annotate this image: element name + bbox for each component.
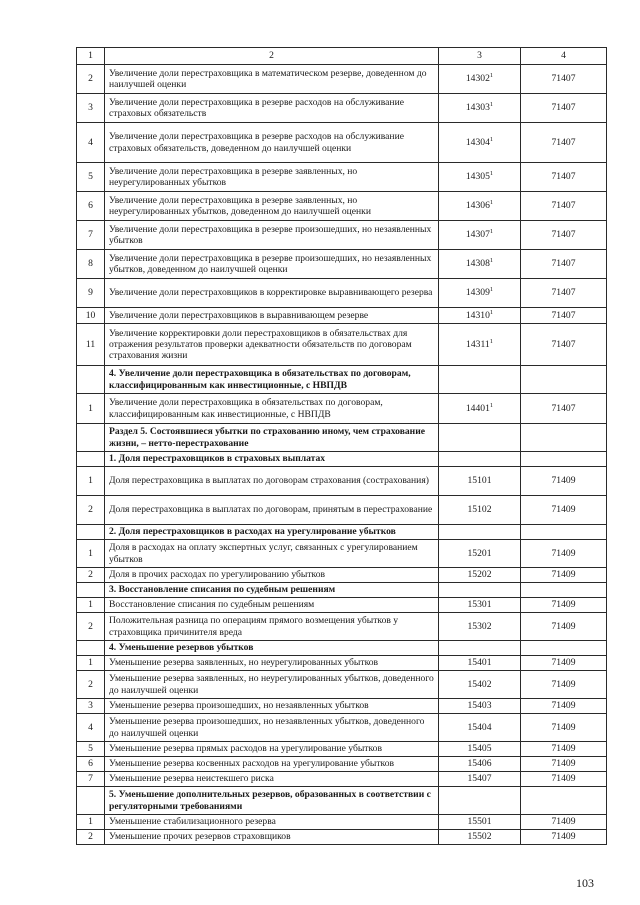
row-account: 71409 xyxy=(521,656,607,671)
row-number: 2 xyxy=(77,830,105,845)
row-number: 3 xyxy=(77,699,105,714)
section-title: 5. Уменьшение дополнительных резервов, образованных в соответствии с регуляторными требованиями xyxy=(105,787,439,815)
row-description: Доля в прочих расходах по урегулированию убытков xyxy=(105,568,439,583)
row-code: 15404 xyxy=(467,721,492,733)
table-row xyxy=(77,757,607,772)
table-row xyxy=(77,250,607,279)
row-number xyxy=(77,452,105,467)
row-number xyxy=(77,787,105,815)
row-code-cell xyxy=(439,656,521,671)
row-code-cell xyxy=(439,324,521,366)
row-code-cell xyxy=(439,65,521,94)
header-col-3: 3 xyxy=(439,48,521,65)
table-row xyxy=(77,656,607,671)
row-code-cell xyxy=(439,613,521,641)
row-description: Уменьшение резерва неистекшего риска xyxy=(105,772,439,787)
row-account: 71409 xyxy=(521,830,607,845)
row-code-cell xyxy=(439,757,521,772)
row-description: Увеличение доли перестраховщика в резерве произошедших, но незаявленных убытков xyxy=(105,221,439,250)
footnote-marker: 1 xyxy=(489,286,494,294)
row-account xyxy=(521,787,607,815)
row-number: 4 xyxy=(77,123,105,163)
table-row xyxy=(77,742,607,757)
row-code: 15401 xyxy=(467,657,492,669)
row-code: 15201 xyxy=(467,547,492,559)
section-heading-row xyxy=(77,583,607,598)
row-number: 1 xyxy=(77,656,105,671)
row-code: 14309 xyxy=(465,287,490,299)
row-account: 71407 xyxy=(521,163,607,192)
section-title: 4. Уменьшение резервов убытков xyxy=(105,641,439,656)
row-account: 71407 xyxy=(521,250,607,279)
table-row xyxy=(77,598,607,613)
row-account xyxy=(521,525,607,540)
footnote-marker: 1 xyxy=(489,199,494,207)
row-number: 4 xyxy=(77,714,105,742)
row-code: 14302 xyxy=(465,73,490,85)
row-code-cell xyxy=(439,279,521,308)
row-account: 71409 xyxy=(521,699,607,714)
row-code-cell xyxy=(439,583,521,598)
row-account: 71409 xyxy=(521,598,607,613)
row-code-cell xyxy=(439,366,521,394)
row-code-cell xyxy=(439,163,521,192)
row-code: 14311 xyxy=(466,338,490,350)
row-code: 14307 xyxy=(465,229,490,241)
row-description: Доля перестраховщика в выплатах по договорам, принятым в перестрахование xyxy=(105,496,439,525)
row-code-cell xyxy=(439,671,521,699)
row-code-cell xyxy=(439,772,521,787)
row-description: Доля в расходах на оплату экспертных услуг, связанных с урегулированием убытков xyxy=(105,540,439,568)
row-code: 14401 xyxy=(465,402,490,414)
row-code-cell xyxy=(439,540,521,568)
row-code-cell xyxy=(439,424,521,452)
row-code: 14308 xyxy=(465,258,490,270)
row-code-cell xyxy=(439,830,521,845)
row-number: 7 xyxy=(77,772,105,787)
row-code-cell xyxy=(439,598,521,613)
row-code: 15202 xyxy=(467,569,492,581)
row-code: 15301 xyxy=(467,599,492,611)
row-number: 2 xyxy=(77,613,105,641)
row-code: 15406 xyxy=(467,758,492,770)
section-title: 3. Восстановление списания по судебным решениям xyxy=(105,583,439,598)
row-code-cell xyxy=(439,123,521,163)
row-description: Положительная разница по операциям прямого возмещения убытков у страховщика причинителя вреда xyxy=(105,613,439,641)
row-number: 5 xyxy=(77,163,105,192)
row-description: Увеличение доли перестраховщика в обязательствах по договорам, классифицированным как инвестиционные, с НВПДВ xyxy=(105,394,439,424)
row-account: 71409 xyxy=(521,714,607,742)
row-code: 15405 xyxy=(467,743,492,755)
row-description: Увеличение доли перестраховщика в резерве заявленных, но неурегулированных убытков xyxy=(105,163,439,192)
table-row xyxy=(77,123,607,163)
section-heading-row xyxy=(77,641,607,656)
row-code-cell xyxy=(439,525,521,540)
row-description: Уменьшение резерва прямых расходов на урегулирование убытков xyxy=(105,742,439,757)
row-number: 1 xyxy=(77,815,105,830)
footnote-marker: 1 xyxy=(489,257,494,265)
row-number: 1 xyxy=(77,394,105,424)
row-account xyxy=(521,641,607,656)
row-account: 71409 xyxy=(521,613,607,641)
row-description: Увеличение доли перестраховщика в математическом резерве, доведенном до наилучшей оценки xyxy=(105,65,439,94)
row-code: 15402 xyxy=(467,678,492,690)
section-heading-row xyxy=(77,525,607,540)
row-code-cell xyxy=(439,699,521,714)
row-code: 15302 xyxy=(467,620,492,632)
footnote-marker: 1 xyxy=(489,135,494,143)
row-account xyxy=(521,424,607,452)
row-description: Увеличение доли перестраховщика в резерве расходов на обслуживание страховых обязательств xyxy=(105,94,439,123)
row-description: Увеличение доли перестраховщика в резерве произошедших, но незаявленных убытков, доведенном до наилучшей оценки xyxy=(105,250,439,279)
row-account: 71409 xyxy=(521,772,607,787)
row-number: 1 xyxy=(77,540,105,568)
row-code-cell xyxy=(439,568,521,583)
row-code-cell xyxy=(439,394,521,424)
row-number: 5 xyxy=(77,742,105,757)
row-description: Увеличение доли перестраховщика в резерве расходов на обслуживание страховых обязательств, доведенном до наилучшей оценки xyxy=(105,123,439,163)
section-heading-row xyxy=(77,787,607,815)
row-number: 6 xyxy=(77,192,105,221)
row-number: 1 xyxy=(77,598,105,613)
row-number: 2 xyxy=(77,568,105,583)
row-account xyxy=(521,583,607,598)
row-number: 8 xyxy=(77,250,105,279)
table-row xyxy=(77,279,607,308)
row-description: Уменьшение резерва косвенных расходов на урегулирование убытков xyxy=(105,757,439,772)
row-code: 14310 xyxy=(465,309,490,321)
row-number xyxy=(77,583,105,598)
footnote-marker: 1 xyxy=(489,401,494,409)
row-number xyxy=(77,525,105,540)
row-code-cell xyxy=(439,714,521,742)
row-description: Увеличение доли перестраховщиков в выравнивающем резерве xyxy=(105,308,439,324)
row-code: 14305 xyxy=(465,171,490,183)
table-row xyxy=(77,568,607,583)
row-description: Уменьшение резерва заявленных, но неурегулированных убытков xyxy=(105,656,439,671)
section-heading-row xyxy=(77,452,607,467)
footnote-marker: 1 xyxy=(489,101,494,109)
table-row xyxy=(77,467,607,496)
table-row xyxy=(77,94,607,123)
row-number: 9 xyxy=(77,279,105,308)
row-code-cell xyxy=(439,496,521,525)
section-title: 2. Доля перестраховщиков в расходах на урегулирование убытков xyxy=(105,525,439,540)
row-code: 15101 xyxy=(467,475,492,487)
footnote-marker: 1 xyxy=(489,170,494,178)
table-row xyxy=(77,830,607,845)
row-code: 15502 xyxy=(467,831,492,843)
row-account: 71409 xyxy=(521,671,607,699)
row-code: 14303 xyxy=(465,102,490,114)
row-code-cell xyxy=(439,787,521,815)
row-code-cell xyxy=(439,815,521,830)
table-row xyxy=(77,221,607,250)
row-number xyxy=(77,366,105,394)
row-number xyxy=(77,424,105,452)
row-code: 14304 xyxy=(465,136,490,148)
row-code-cell xyxy=(439,94,521,123)
row-number: 3 xyxy=(77,94,105,123)
row-description: Уменьшение резерва заявленных, но неурегулированных убытков, доведенного до наилучшей оценки xyxy=(105,671,439,699)
row-description: Уменьшение резерва произошедших, но незаявленных убытков, доведенного до наилучшей оценки xyxy=(105,714,439,742)
footnote-marker: 1 xyxy=(489,337,493,345)
row-code-cell xyxy=(439,467,521,496)
row-number: 1 xyxy=(77,467,105,496)
header-col-2: 2 xyxy=(105,48,439,65)
row-description: Увеличение доли перестраховщиков в корректировке выравнивающего резерва xyxy=(105,279,439,308)
row-code: 15102 xyxy=(467,504,492,516)
table-body xyxy=(77,48,607,845)
row-code: 15403 xyxy=(467,700,492,712)
row-number: 2 xyxy=(77,496,105,525)
header-col-1: 1 xyxy=(77,48,105,65)
row-description: Увеличение доли перестраховщика в резерве заявленных, но неурегулированных убытков, доведенном до наилучшей оценки xyxy=(105,192,439,221)
row-code-cell xyxy=(439,308,521,324)
row-account: 71407 xyxy=(521,65,607,94)
footnote-marker: 1 xyxy=(489,228,494,236)
row-account: 71407 xyxy=(521,221,607,250)
table-row xyxy=(77,815,607,830)
row-code: 14306 xyxy=(465,200,490,212)
table-row xyxy=(77,540,607,568)
row-description: Увеличение корректировки доли перестраховщиков в обязательствах для отражения результатов проверки адекватности обязательств по договорам страхования жизни xyxy=(105,324,439,366)
row-account: 71407 xyxy=(521,308,607,324)
row-code-cell xyxy=(439,742,521,757)
row-account: 71409 xyxy=(521,815,607,830)
row-code-cell xyxy=(439,641,521,656)
row-account: 71409 xyxy=(521,757,607,772)
row-description: Уменьшение резерва произошедших, но незаявленных убытков xyxy=(105,699,439,714)
row-account: 71409 xyxy=(521,742,607,757)
table-row xyxy=(77,65,607,94)
row-account: 71409 xyxy=(521,568,607,583)
row-account xyxy=(521,366,607,394)
header-col-4: 4 xyxy=(521,48,607,65)
table-row xyxy=(77,699,607,714)
row-code: 15407 xyxy=(467,773,492,785)
row-account: 71409 xyxy=(521,540,607,568)
row-number: 11 xyxy=(77,324,105,366)
row-account: 71407 xyxy=(521,324,607,366)
row-code: 15501 xyxy=(467,816,492,828)
section-title: 4. Увеличение доли перестраховщика в обязательствах по договорам, классифицированным как инвестиционные, с НВПДВ xyxy=(105,366,439,394)
row-number: 10 xyxy=(77,308,105,324)
table-row xyxy=(77,308,607,324)
table-row xyxy=(77,671,607,699)
row-account xyxy=(521,452,607,467)
section-title: Раздел 5. Состоявшиеся убытки по страхованию иному, чем страхование жизни, – нетто-перестрахование xyxy=(105,424,439,452)
row-account: 71409 xyxy=(521,496,607,525)
accounts-table xyxy=(76,47,607,845)
page-number: 103 xyxy=(576,876,594,890)
table-header-row xyxy=(77,48,607,65)
row-code-cell xyxy=(439,250,521,279)
table-row xyxy=(77,772,607,787)
section-title: 1. Доля перестраховщиков в страховых выплатах xyxy=(105,452,439,467)
table-row xyxy=(77,496,607,525)
row-description: Доля перестраховщика в выплатах по договорам страхования (сострахования) xyxy=(105,467,439,496)
section-heading-row xyxy=(77,366,607,394)
row-number: 7 xyxy=(77,221,105,250)
row-account: 71407 xyxy=(521,192,607,221)
footnote-marker: 1 xyxy=(489,72,494,80)
section-heading-row xyxy=(77,424,607,452)
footnote-marker: 1 xyxy=(489,308,494,316)
table-row xyxy=(77,613,607,641)
row-code-cell xyxy=(439,452,521,467)
table-row xyxy=(77,192,607,221)
table-row xyxy=(77,163,607,192)
row-account: 71407 xyxy=(521,279,607,308)
row-number: 2 xyxy=(77,671,105,699)
row-account: 71409 xyxy=(521,467,607,496)
row-description: Уменьшение прочих резервов страховщиков xyxy=(105,830,439,845)
table-row xyxy=(77,394,607,424)
row-account: 71407 xyxy=(521,394,607,424)
row-account: 71407 xyxy=(521,94,607,123)
row-code-cell xyxy=(439,192,521,221)
row-description: Восстановление списания по судебным решениям xyxy=(105,598,439,613)
row-number: 6 xyxy=(77,757,105,772)
table-row xyxy=(77,324,607,366)
row-code-cell xyxy=(439,221,521,250)
row-number: 2 xyxy=(77,65,105,94)
row-number xyxy=(77,641,105,656)
table-row xyxy=(77,714,607,742)
row-account: 71407 xyxy=(521,123,607,163)
row-description: Уменьшение стабилизационного резерва xyxy=(105,815,439,830)
